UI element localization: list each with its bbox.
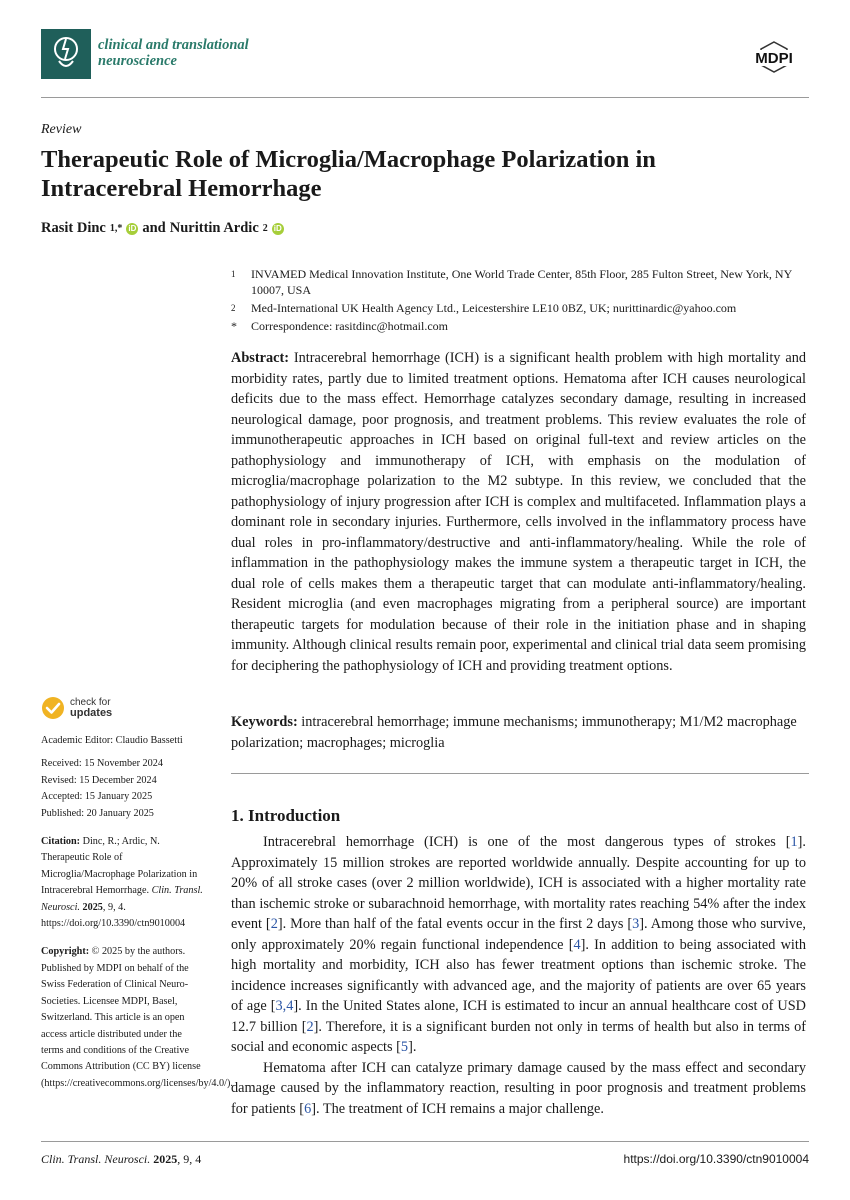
citation-year: 2025 <box>82 901 103 913</box>
check-updates-line2: updates <box>70 707 113 719</box>
citation-text: Dinc, R.; Ardic, N. Therapeutic Role of Microglia/Macrophage Polarization in Intracerebral Hemorrhage. <box>41 836 198 897</box>
keywords <box>231 712 806 753</box>
footer-journal: Clin. Transl. Neurosci. <box>41 1152 151 1166</box>
citation <box>41 834 206 932</box>
journal-name <box>98 37 298 69</box>
revised-date: Revised: 15 December 2024 <box>41 774 157 786</box>
published-date: Published: 20 January 2025 <box>41 807 154 819</box>
affiliation-mark: 2 <box>231 303 236 313</box>
affiliation-item <box>231 318 801 334</box>
paragraph-text: ]. The treatment of ICH remains a major challenge. <box>311 1100 604 1117</box>
affiliation-mark: * <box>231 319 237 333</box>
footer-divider <box>41 1141 809 1142</box>
affiliation-text: Med-International UK Health Agency Ltd., Leicestershire LE10 0BZ, UK; nurittinardic@yahoo.com <box>251 301 737 315</box>
check-updates-text <box>70 697 112 719</box>
publisher-name: MDPI <box>755 50 793 67</box>
citation-ref-link[interactable]: 5 <box>400 1039 409 1055</box>
paragraph-text: ]. Approximately 15 million strokes are reported worldwide annually. Despite accounting for up to 20% of all stroke cases (over 2 million worldwide), ICH is associated with a higher mortality rate than ischemic stroke or subarachnoid hemorrhage, with mortality rates reaching 54% after the index event [ <box>231 834 806 932</box>
correspondence-text: Correspondence: rasitdinc@hotmail.com <box>251 319 448 333</box>
citation-journal: Clin. Transl. Neurosci. <box>41 885 203 913</box>
affiliation-item <box>231 266 801 298</box>
citation-ref-link[interactable]: 2 <box>306 1018 314 1035</box>
keywords-label: Keywords: <box>231 714 298 730</box>
introduction-body <box>231 832 806 1119</box>
author-conjunction: and <box>142 220 166 236</box>
paragraph-text: ]. Therefore, it is a significant burden not only in terms of health but also in terms of social and economic aspects [ <box>231 1018 806 1055</box>
orcid-icon[interactable]: iD <box>273 223 282 233</box>
paragraph-text: Hematoma after ICH can catalyze primary damage caused by the mass effect and secondary damage caused by the inflammatory reaction, resulting in poor prognosis and treatment problems for patients [ <box>231 1059 806 1117</box>
affiliation-mark: 1 <box>231 269 236 279</box>
copyright-label: Copyright: <box>41 946 90 958</box>
paragraph-text: ]. <box>408 1039 417 1055</box>
paragraph-text: ]. More than half of the fatal events occur in the first 2 days [ <box>277 916 633 932</box>
academic-editor: Academic Editor: Claudio Bassetti <box>41 735 183 746</box>
citation-rest: , 9, 4. https://doi.org/10.3390/ctn9010004 <box>41 901 186 930</box>
check-for-updates-badge[interactable] <box>41 696 112 720</box>
footer-citation <box>41 1152 201 1167</box>
article-title: Therapeutic Role of Microglia/Macrophage Polarization in Intracerebral Hemorrhage <box>41 146 656 202</box>
section-heading: 1. Introduction <box>231 806 341 825</box>
journal-logo <box>41 29 91 79</box>
citation-ref-link[interactable]: 6 <box>304 1100 312 1117</box>
citation-ref-link[interactable]: 3 <box>632 916 640 932</box>
citation-ref-link[interactable]: 1 <box>790 834 798 850</box>
footer-doi-link[interactable]: https://doi.org/10.3390/ctn9010004 <box>623 1152 809 1166</box>
paragraph-text: ]. In the United States alone, ICH is estimated to incur an annual healthcare cost of USD 12.7 billion [ <box>231 998 806 1035</box>
paragraph <box>231 832 806 1058</box>
abstract-label: Abstract: <box>231 350 289 366</box>
copyright <box>41 944 233 1092</box>
article-type: Review <box>41 122 82 137</box>
journal-name-line1: clinical and translational <box>98 37 249 53</box>
accepted-date: Accepted: 15 January 2025 <box>41 791 153 803</box>
header-divider <box>41 97 809 98</box>
check-updates-line1: check for <box>70 697 111 708</box>
paragraph-text: Intracerebral hemorrhage (ICH) is one of the most dangerous types of strokes [ <box>263 834 791 850</box>
citation-ref-link[interactable]: 2 <box>270 916 278 932</box>
section-divider <box>231 773 809 774</box>
affiliation-item <box>231 300 801 316</box>
affiliation-text: INVAMED Medical Innovation Institute, One World Trade Center, 85th Floor, 285 Fulton Street, New York, NY 10007, USA <box>251 267 792 297</box>
footer-volume: , 9, 4 <box>177 1152 202 1166</box>
paragraph <box>231 1058 806 1120</box>
brain-icon <box>41 29 91 79</box>
mdpi-logo-icon <box>741 40 807 80</box>
orcid-icon[interactable]: iD <box>128 223 137 233</box>
abstract-text: Intracerebral hemorrhage (ICH) is a significant health problem with high mortality and morbidity rates, partly due to limited treatment options. Hematoma after ICH causes neurological deficits due to the mass effect. Hemorrhage catalyzes secondary damage, resulting in increased neurological damage, poor prognosis, and treatment problems. This review evaluates the role of immunotherapeutic approaches in ICH based on original full-text and review articles on the pathophysiology and immunotherapy of ICH, with emphasis on the modulation of microglia/macrophage polarization to the M2 subtype. In this review, we concluded that the pathophysiology of injury progression after ICH is complex and multifaceted. Inflammation plays a dominant role in secondary injuries. Furthermore, cells involved in the inflammatory process have dual roles in pro-inflammatory/destructive and anti-inflammatory/healing. While the role of inflammation in the pathophysiology makes the immune system a therapeutic target in ICH, the dual role of cells makes them a therapeutic target that can modulate anti-inflammatory/healing. Resident microglia (and even macrophages migrating from a peripheral source) are important therapeutic targets for modulation because of their role in the initiation phase and in shaping immunity. Although clinical results remain poor, experimental and clinical trial data seem promising for deciphering the pathophysiology of ICH and providing treatment options. <box>231 350 807 674</box>
journal-name-line2: neuroscience <box>98 53 177 69</box>
citation-ref-link[interactable]: 4 <box>573 936 581 953</box>
check-updates-icon <box>41 696 65 720</box>
keywords-text: intracerebral hemorrhage; immune mechanisms; immunotherapy; M1/M2 macrophage polarization; macrophages; microglia <box>231 714 797 751</box>
paragraph-text: ]. Among those who survive, only approximately 20% regain functional independence [ <box>231 916 806 953</box>
author-superscript: 1,* <box>109 223 123 234</box>
received-date: Received: 15 November 2024 <box>41 758 163 770</box>
abstract <box>231 348 806 676</box>
footer-year: 2025 <box>153 1152 178 1166</box>
author-superscript: 2 <box>262 223 268 234</box>
mdpi-logo <box>741 40 807 80</box>
author-name[interactable]: Rasit Dinc <box>41 220 106 236</box>
citation-ref-link[interactable]: 3,4 <box>275 998 294 1014</box>
copyright-text: © 2025 by the authors. Published by MDPI on behalf of the Swiss Federation of Clinical Neuro-Societies. Licensee MDPI, Basel, Switzerland. This article is an open access article distributed under the terms and conditions of the Creative Commons Attribution (CC BY) license (https://creativecommons.org/licenses/by/4.0/). <box>41 946 233 1089</box>
author-list <box>41 220 284 237</box>
author-name[interactable]: Nurittin Ardic <box>169 220 259 236</box>
affiliations <box>231 266 801 336</box>
article-info-sidebar <box>41 733 233 1092</box>
citation-label: Citation: <box>41 836 81 848</box>
paragraph-text: ]. In addition to being associated with high mortality and morbidity, ICH also has fewer treatment options than ischemic stroke. The incidence increases significantly with advanced age, and the majority of patients are over 65 years of age [ <box>231 936 806 1014</box>
